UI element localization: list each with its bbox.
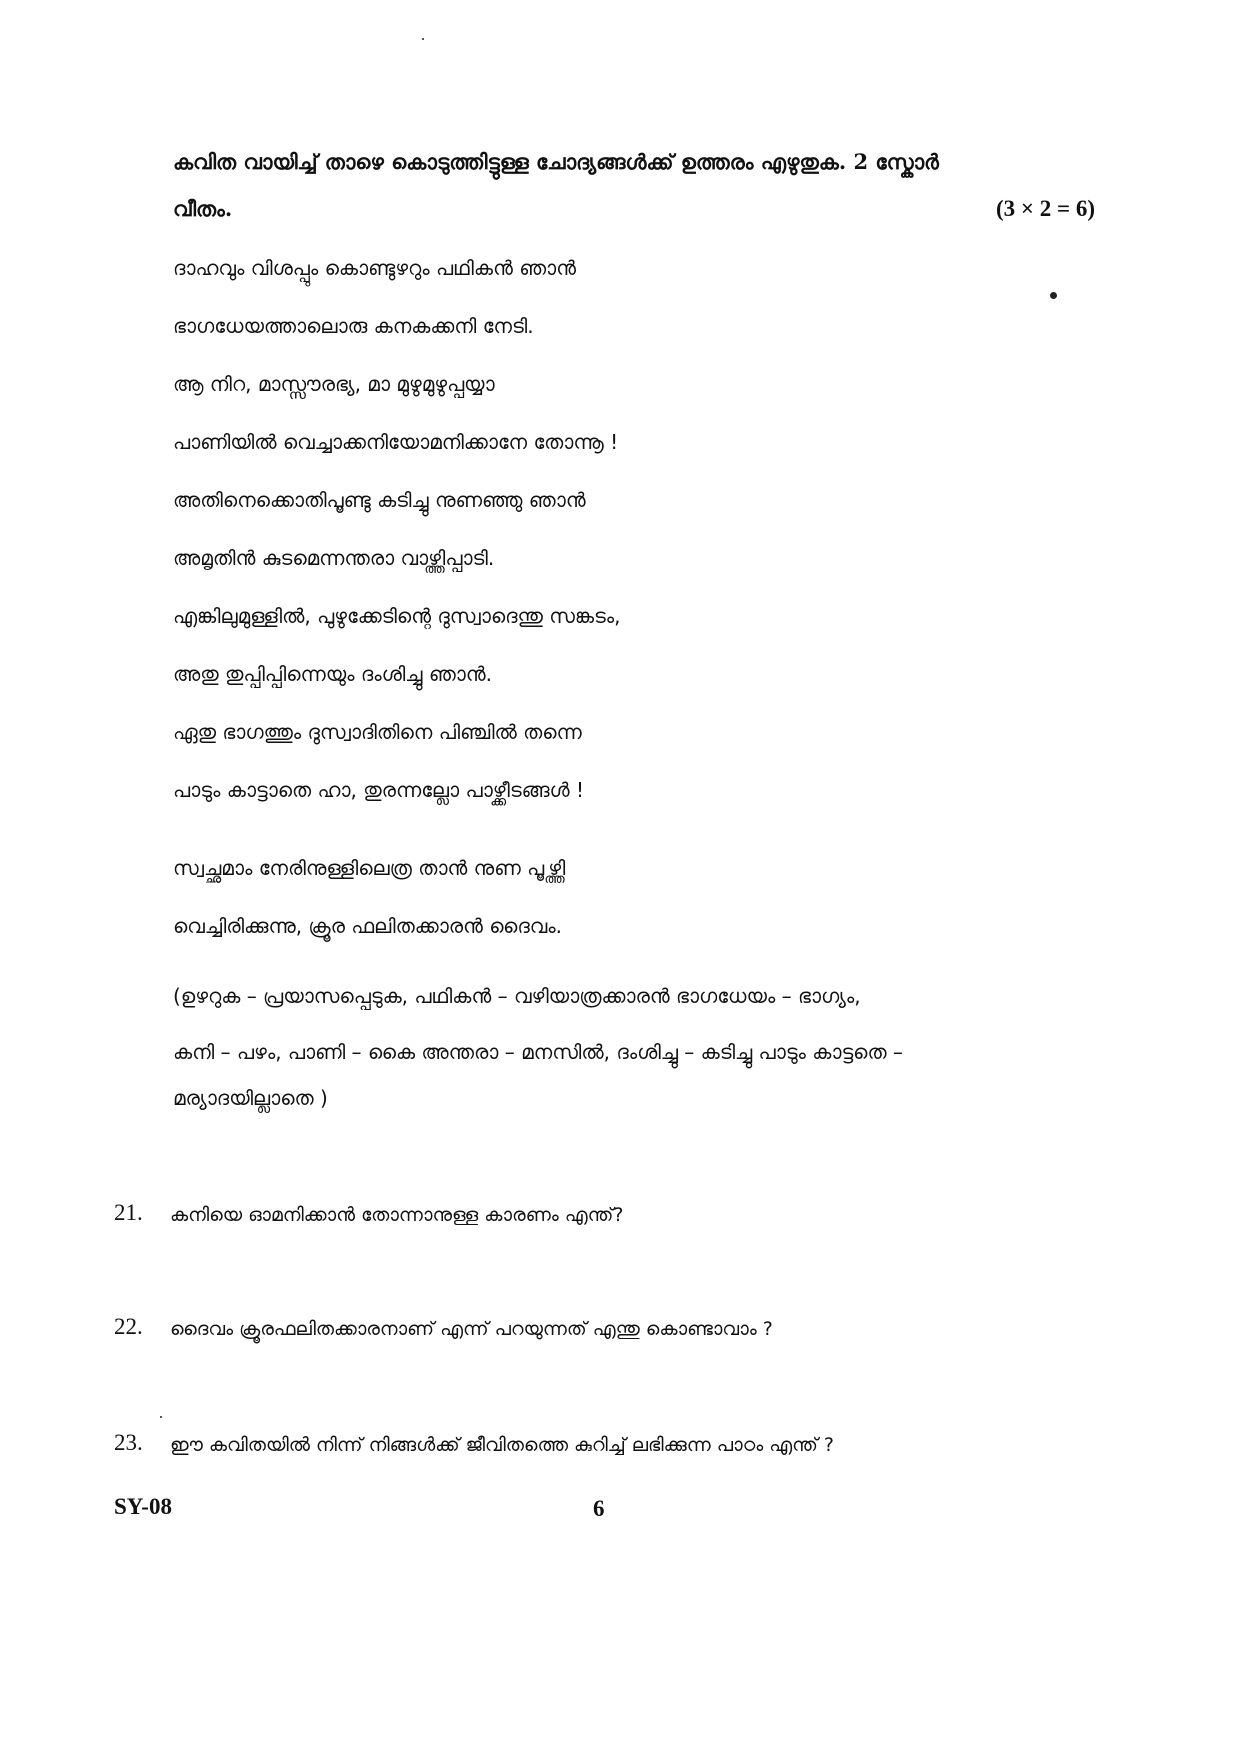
question-number: 22. [114, 1314, 143, 1339]
poem-line: ദാഹവും വിശപ്പും കൊണ്ടുഴറും പഥികൻ ഞാൻ [173, 256, 577, 280]
poem-line: എങ്കിലുമുള്ളിൽ, പുഴുക്കേടിന്റെ ദുസ്വാദെന്തു സങ്കടം, [173, 604, 621, 628]
question-text: ദൈവം ക്രൂരഫലിതക്കാരനാണ് എന്ന് പറയുന്നത് എന്തു കൊണ്ടാവാം ? [170, 1318, 773, 1340]
poem-line: പാടും കാട്ടാതെ ഹാ, തുരന്നല്ലോ പാഴ്ക്കീടങ്ങൾ ! [173, 778, 585, 802]
poem-line: ഭാഗധേയത്താലൊരു കനകക്കനി നേടി. [173, 314, 534, 338]
instruction-line-1: കവിത വായിച്ച് താഴെ കൊടുത്തിട്ടുള്ള ചോദ്യങ്ങൾക്ക് ഉത്തരം എഴുതുക. 2 സ്കോർ [173, 149, 939, 174]
instruction-line-2: വീതം. [173, 196, 233, 221]
poem-line: പാണിയിൽ വെച്ചാക്കനിയോമനിക്കാനേ തോന്നൂ ! [173, 430, 619, 454]
question-number: 23. [114, 1430, 143, 1455]
poem-line: അതിനെക്കൊതിപൂണ്ടു കടിച്ചു നുണഞ്ഞു ഞാൻ [173, 488, 586, 512]
question-number: 21. [114, 1200, 143, 1225]
poem-line: ആ നിറ, മാസ്സൗരഭ്യ, മാ മുഴുമുഴുപ്പയ്യാ [173, 372, 495, 396]
question-text: ഈ കവിതയിൽ നിന്ന് നിങ്ങൾക്ക് ജീവിതത്തെ കുറിച്ച് ലഭിക്കുന്ന പാഠം എന്ത് ? [170, 1434, 835, 1456]
poem-line: സ്വച്ഛമാം നേരിനുള്ളിലെത്ര താൻ നുണ പൂഴ്ത്തി [173, 856, 566, 880]
ink-speck [422, 38, 424, 40]
glossary-line: (ഉഴറുക – പ്രയാസപ്പെടുക, പഥികൻ – വഴിയാത്രക്കാരൻ ഭാഗധേയം – ഭാഗ്യം, [173, 984, 861, 1008]
ink-speck [160, 1416, 162, 1418]
poem-line: അതു തുപ്പിപ്പിന്നെയും ദംശിച്ചു ഞാൻ. [173, 662, 493, 686]
page-number: 6 [593, 1496, 605, 1521]
glossary-line: കനി – പഴം, പാണി – കൈ അന്തരാ – മനസിൽ, ദംശിച്ചു – കടിച്ചു പാടും കാട്ടതെ – [173, 1040, 903, 1064]
glossary-line: മര്യാദയില്ലാതെ ) [173, 1086, 328, 1110]
paper-code: SY-08 [114, 1494, 172, 1519]
marks-label: (3 × 2 = 6) [995, 196, 1095, 221]
question-text: കനിയെ ഓമനിക്കാൻ തോന്നാനുള്ള കാരണം എന്ത്? [170, 1204, 624, 1226]
poem-line: വെച്ചിരിക്കുന്നു, ക്രൂര ഫലിതക്കാരൻ ദൈവം. [173, 914, 562, 938]
poem-line: ഏതു ഭാഗത്തും ദുസ്വാദിതിനെ പിഞ്ചിൽ തന്നെ [173, 720, 582, 744]
ink-speck [1050, 292, 1057, 299]
poem-line: അമൃതിൻ കുടമെന്നന്തരാ വാഴ്ത്തിപ്പാടി. [173, 546, 495, 570]
